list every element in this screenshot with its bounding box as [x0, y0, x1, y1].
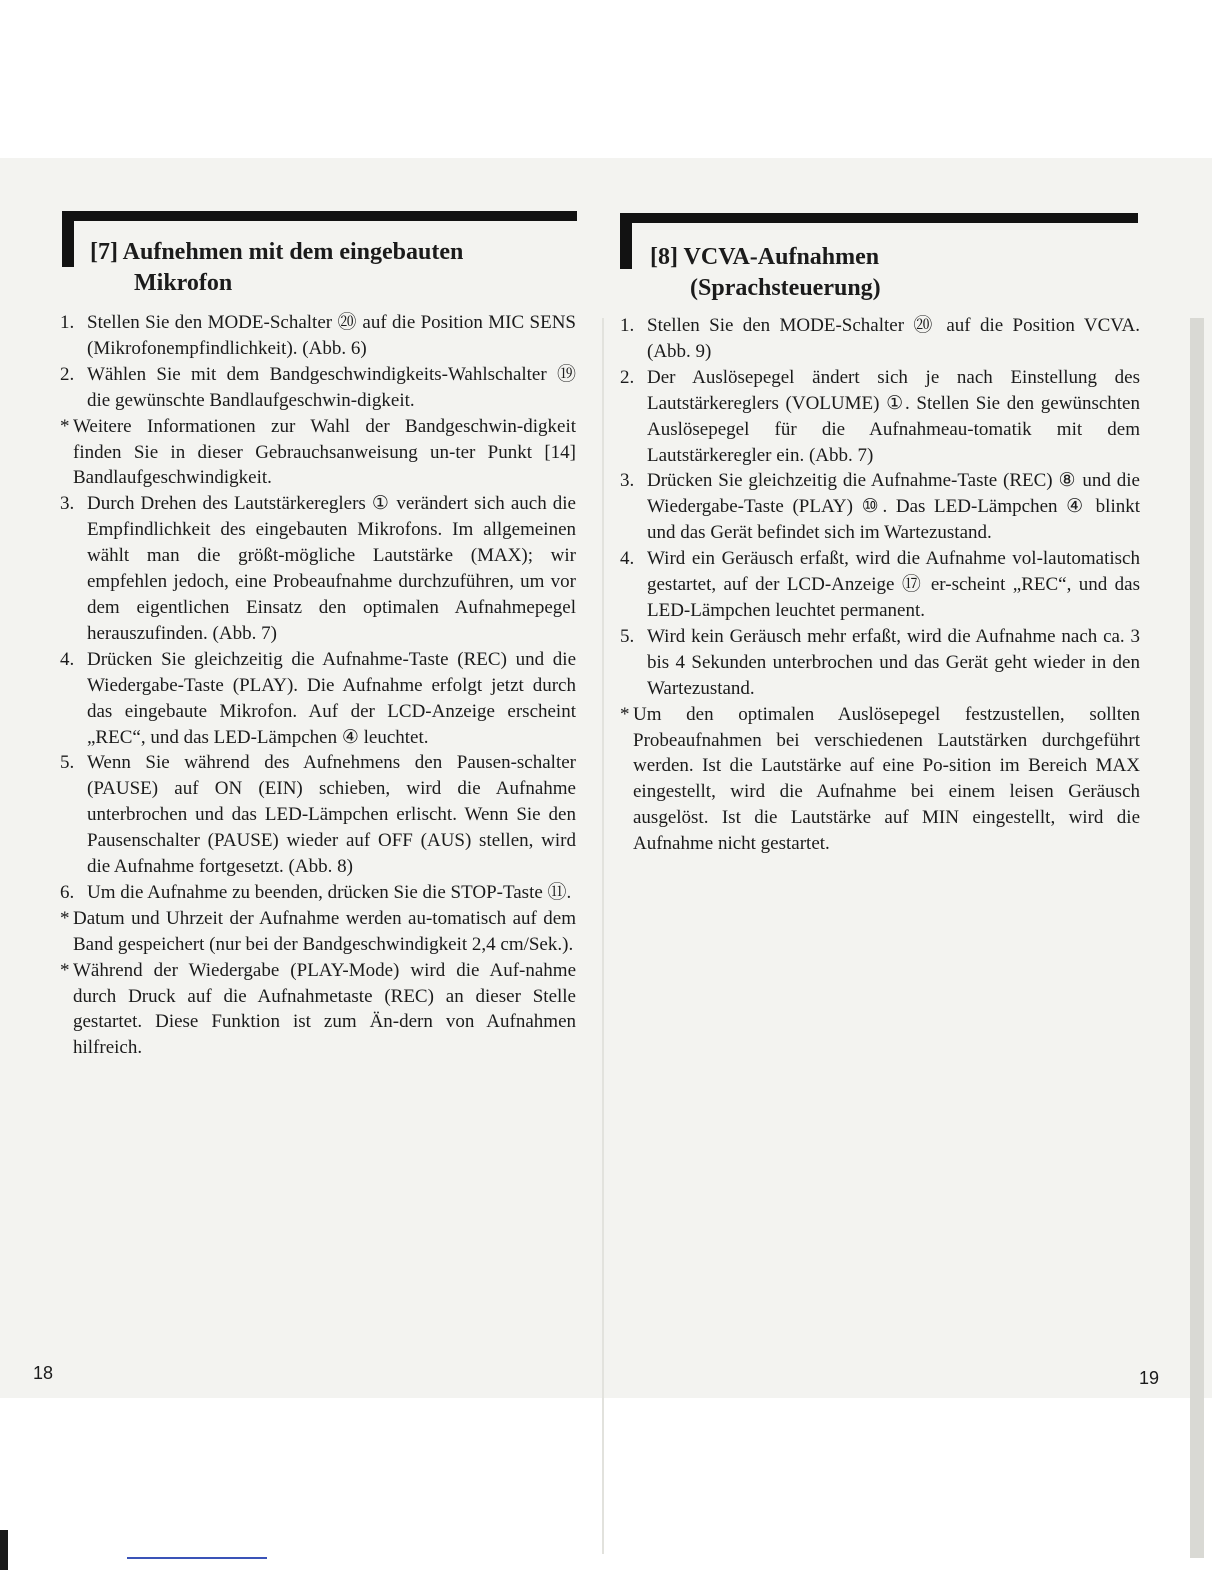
step-number: 6.	[60, 881, 75, 903]
step-text: Wird ein Geräusch erfaßt, wird die Aufnahme vol-lautomatisch gestartet, auf der LCD-Anzeige ⑰ er-scheint „REC“, und das LED-Lämpchen leuchtet permanent.	[647, 548, 1140, 621]
heading-title	[650, 242, 881, 304]
step-item	[620, 313, 1140, 365]
step-text: Der Auslösepegel ändert sich je nach Einstellung des Lautstärkereglers (VOLUME) ①. Stellen Sie den gewünschten Auslösepegel für die Aufnahmeau-tomatik mit dem Lautstärkeregler ein. (Abb. 7)	[647, 366, 1140, 466]
note-text: Um den optimalen Auslösepegel festzustellen, sollten Probeaufnahmen bei verschiedenen Lautstärken durchgeführt werden. Ist die Lautstärke auf eine Po-sition im Bereich MAX eingestellt, wird die Aufnahme bei einem leisen Geräusch ausgelöst. Ist die Lautstärke auf MIN eingestellt, wird die Aufnahme nicht gestartet.	[633, 703, 1140, 855]
step-number: 1.	[620, 315, 635, 336]
link-underline	[127, 1557, 267, 1559]
page-number: 18	[33, 1363, 54, 1383]
step-number: 4.	[620, 548, 635, 570]
heading-bracket	[620, 213, 632, 269]
step-number: 2.	[620, 366, 635, 388]
section-body	[620, 313, 1140, 857]
step-item	[60, 491, 576, 646]
step-number: 2.	[60, 363, 75, 385]
heading-line-2: Mikrofon	[134, 270, 233, 296]
step-number: 4.	[60, 648, 75, 670]
note-item	[60, 958, 576, 1062]
step-item	[60, 880, 576, 906]
step-text: Um die Aufnahme zu beenden, drücken Sie die STOP-Taste ⑪.	[87, 881, 572, 903]
note-text: Datum und Uhrzeit der Aufnahme werden au-tomatisch auf dem Band gespeichert (nur bei der Bandgeschwindigkeit 2,4 cm/Sek.).	[73, 907, 576, 955]
booklet-spread	[0, 158, 1212, 1398]
heading-line-1: [7] Aufnehmen mit dem eingebauten	[90, 239, 464, 265]
step-number: 1.	[60, 312, 75, 333]
step-text: Drücken Sie gleichzeitig die Aufnahme-Taste (REC) und die Wiedergabe-Taste (PLAY). Die Aufnahme erfolgt jetzt durch das eingebaute Mikrofon. Auf der LCD-Anzeige erscheint „REC“, und das LED-Lämpchen ④ leuchtet.	[87, 648, 576, 748]
step-item	[60, 750, 576, 880]
note-item	[60, 414, 576, 492]
heading-rule	[62, 211, 577, 221]
heading-line-2: (Sprachsteuerung)	[690, 275, 881, 301]
step-item	[620, 546, 1140, 624]
step-item	[620, 468, 1140, 546]
step-number: 3.	[620, 470, 635, 492]
note-item	[620, 702, 1140, 857]
page-number: 19	[1139, 1368, 1160, 1388]
step-item	[620, 365, 1140, 469]
step-number: 5.	[620, 625, 635, 647]
page-19	[604, 158, 1194, 1398]
note-text: Weitere Informationen zur Wahl der Bandgeschwin-digkeit finden Sie in dieser Gebrauchsanweisung un-ter Punkt [14] Bandlaufgeschwindigkeit.	[73, 415, 576, 489]
heading-bracket	[62, 211, 74, 267]
step-text: Wenn Sie während des Aufnehmens den Pausen-schalter (PAUSE) auf ON (EIN) schieben, wird die Aufnahme unterbrochen und das LED-Lämpchen erlischt. Wenn Sie den Pausenschalter (PAUSE) wieder auf OFF (AUS) stellen, wird die Aufnahme fortgesetzt. (Abb. 8)	[87, 752, 576, 878]
step-text: Wird kein Geräusch mehr erfaßt, wird die Aufnahme nach ca. 3 bis 4 Sekunden unterbrochen und das Gerät geht wieder in den Wartezustand.	[647, 625, 1140, 699]
page-18	[0, 158, 602, 1398]
section-body	[60, 310, 576, 1061]
note-text: Während der Wiedergabe (PLAY-Mode) wird die Auf-nahme durch Druck auf die Aufnahmetaste (REC) an dieser Stelle gestartet. Diese Funktion ist zum Än-dern von Aufnahmen hilfreich.	[73, 959, 576, 1059]
step-item	[60, 310, 576, 362]
scan-edge	[0, 1530, 8, 1570]
step-item	[60, 647, 576, 751]
note-asterisk: *	[620, 703, 630, 725]
step-item	[60, 362, 576, 414]
step-text: Drücken Sie gleichzeitig die Aufnahme-Taste (REC) ⑧ und die Wiedergabe-Taste (PLAY) ⑩. Das LED-Lämpchen ④ blinkt und das Gerät befindet sich im Wartezustand.	[647, 470, 1140, 544]
heading-rule	[620, 213, 1138, 223]
step-number: 5.	[60, 752, 75, 774]
note-item	[60, 906, 576, 958]
note-asterisk: *	[60, 959, 70, 981]
note-asterisk: *	[60, 415, 70, 437]
step-text: Durch Drehen des Lautstärkereglers ① verändert sich auch die Empfindlichkeit des eingebauten Mikrofons. Im allgemeinen wählt man die größt-mögliche Lautstärke (MAX); wir empfehlen jedoch, eine Probeaufnahme durchzuführen, um vor dem eigentlichen Einsatz den optimalen Aufnahmepegel herauszufinden. (Abb. 7)	[87, 493, 576, 644]
step-text: Stellen Sie den MODE-Schalter ⑳ auf die Position VCVA. (Abb. 9)	[647, 315, 1140, 362]
heading-title	[90, 237, 463, 299]
note-asterisk: *	[60, 907, 70, 929]
step-text: Wählen Sie mit dem Bandgeschwindigkeits-Wahlschalter ⑲ die gewünschte Bandlaufgeschwin-digkeit.	[87, 363, 576, 411]
step-number: 3.	[60, 493, 75, 515]
step-text: Stellen Sie den MODE-Schalter ⑳ auf die Position MIC SENS (Mikrofonempfindlichkeit). (Abb. 6)	[87, 312, 576, 359]
step-item	[620, 624, 1140, 702]
heading-line-1: [8] VCVA-Aufnahmen	[650, 244, 880, 270]
